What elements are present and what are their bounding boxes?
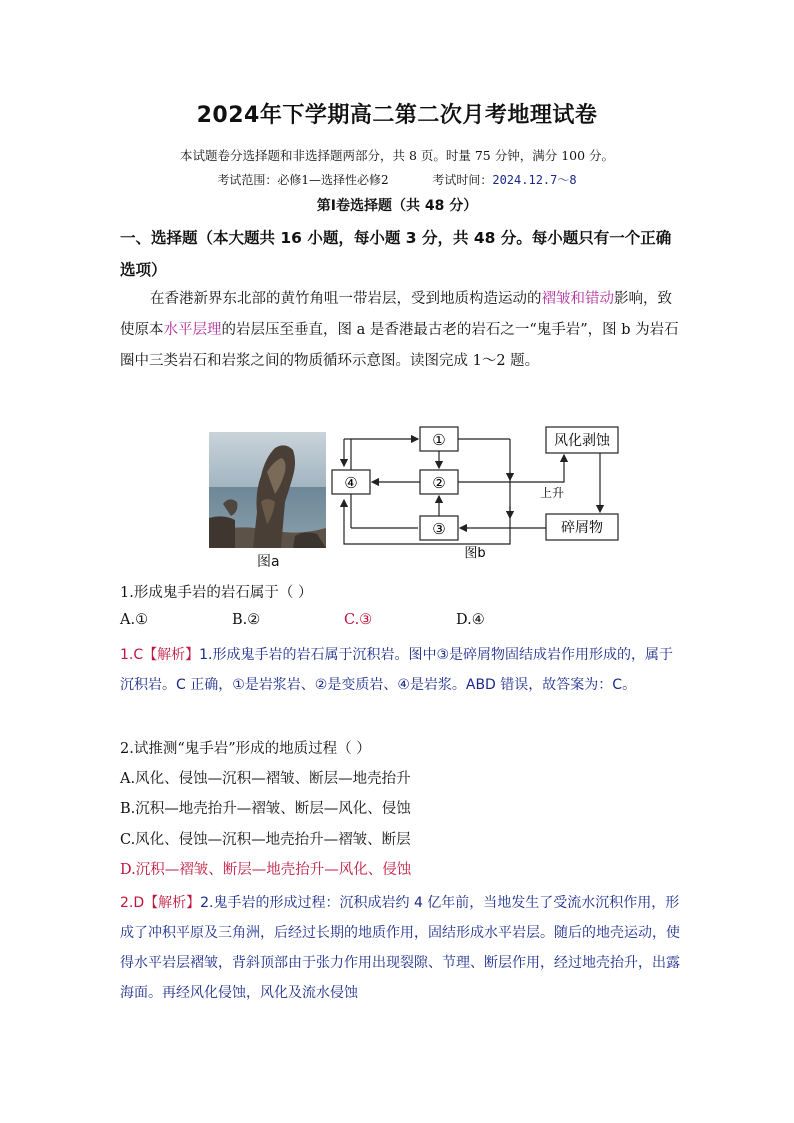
answer-1-explanation: [120, 640, 680, 700]
node-4-label: ④: [344, 474, 358, 492]
node-1-label: ①: [432, 431, 446, 449]
figure-a-caption: 图a: [257, 554, 280, 570]
q2-option-b[interactable]: B.沉积—地壳抬升—褶皱、断层—风化、侵蚀: [120, 801, 411, 817]
q1-option-b[interactable]: B.②: [232, 612, 261, 628]
passage-text-3: 的岩层压至垂直，图 a 是香港最古老的岩石之一“鬼手岩”，图 b 为岩石圈中三类岩石和岩浆之间的物质循环示意图。读图完成 1～2 题。: [120, 322, 679, 369]
ghost-hand-rock-photo: [209, 432, 326, 548]
reading-passage: [120, 284, 680, 377]
q2-option-a[interactable]: A.风化、侵蚀—沉积—褶皱、断层—地壳抬升: [120, 771, 411, 787]
question-1-options: [120, 612, 690, 628]
passage-highlight-layer: 水平层理: [163, 322, 222, 338]
sediment-label: 碎屑物: [561, 520, 603, 536]
answer-2-tag: 2.D【解析】: [120, 895, 201, 911]
q2-option-c[interactable]: C.风化、侵蚀—沉积—地壳抬升—褶皱、断层: [120, 832, 411, 848]
passage-highlight-fold: 褶皱和错动: [541, 291, 614, 307]
section-heading: 一、选择题（本大题共 16 小题，每小题 3 分，共 48 分。每小题只有一个正确选项）: [120, 229, 672, 279]
exam-scope: 考试范围：必修1—选择性必修2: [217, 173, 389, 187]
question-1-stem: 1.形成鬼手岩的岩石属于（ ）: [120, 585, 313, 601]
answer-2-explanation: [120, 888, 680, 1008]
answer-2-text: 2.鬼手岩的形成过程：沉积成岩约 4 亿年前，当地发生了受流水沉积作用，形成了冲积平原及三角洲，后经过长期的地质作用，固结形成水平岩层。随后的地壳运动，使得水平岩层褶皱，背斜顶部由于张力作用出现裂隙、节理、断层作用，经过地壳抬升，出露海面。再经风化侵蚀，风化及流水侵蚀: [120, 895, 680, 1001]
answer-1-text: 1.形成鬼手岩的岩石属于沉积岩。图中③是碎屑物固结成岩作用形成的，属于沉积岩。C 正确，①是岩浆岩、②是变质岩、④是岩浆。ABD 错误，故答案为：C。: [120, 647, 674, 693]
exam-title: 2024年下学期高二第二次月考地理试卷: [196, 103, 598, 128]
question-2-stem: 2.试推测“鬼手岩”形成的地质过程（ ）: [120, 741, 371, 757]
passage-text-1: 在香港新界东北部的黄竹角咀一带岩层，受到地质构造运动的: [150, 291, 542, 307]
exam-scope-time: [0, 171, 794, 188]
q1-option-c[interactable]: C.③: [344, 612, 373, 628]
exam-info: 本试题卷分选择题和非选择题两部分，共 8 页。时量 75 分钟，满分 100 分。: [179, 148, 615, 163]
q1-option-d[interactable]: D.④: [456, 612, 485, 628]
figure-b-caption: 图b: [464, 546, 486, 561]
weathering-label: 风化剥蚀: [554, 433, 610, 449]
q2-option-d[interactable]: D.沉积—褶皱、断层—地壳抬升—风化、侵蚀: [120, 862, 412, 878]
node-3-label: ③: [432, 520, 446, 538]
answer-1-tag: 1.C【解析】: [120, 647, 200, 663]
uplift-label: 上升: [539, 486, 565, 500]
node-2-label: ②: [432, 474, 446, 492]
passage-text-2: 影响，致使原本: [120, 291, 672, 338]
part-title: 第Ⅰ卷选择题（共 48 分）: [316, 198, 478, 214]
exam-time-label: 考试时间：: [432, 173, 493, 187]
exam-time-value: 2024.12.7～8: [492, 173, 577, 187]
q1-option-a[interactable]: A.①: [120, 612, 149, 628]
rock-cycle-diagram: [330, 422, 630, 562]
